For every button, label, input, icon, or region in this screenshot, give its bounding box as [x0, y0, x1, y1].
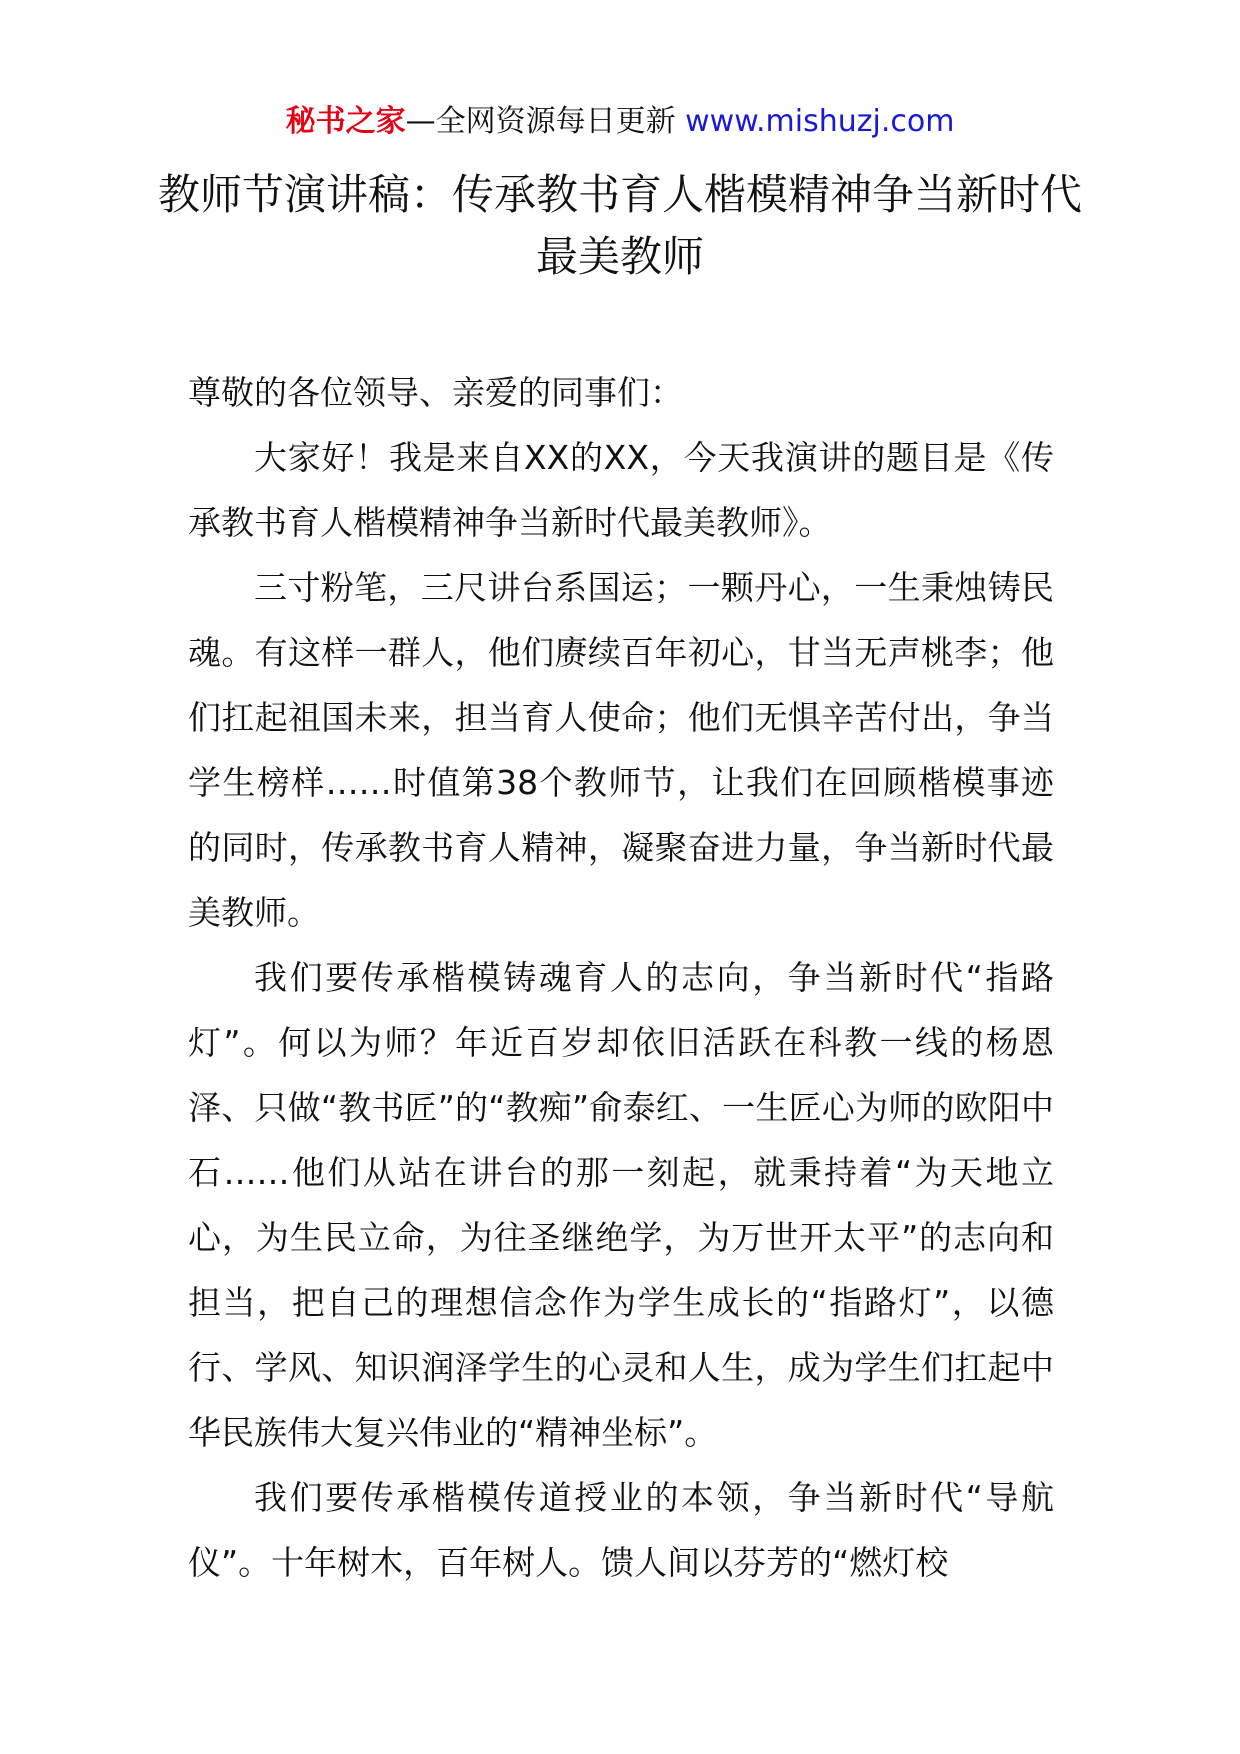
- document-title: 教师节演讲稿：传承教书育人楷模精神争当新时代最美教师: [157, 170, 1082, 281]
- body-paragraph: 大家好！我是来自XX的XX，今天我演讲的题目是《传承教书育人楷模精神争当新时代最美教师》。: [188, 438, 1054, 542]
- body-paragraph: 我们要传承楷模铸魂育人的志向，争当新时代“指路灯”。何以为师？年近百岁却依旧活跃在科教一线的杨恩泽、只做“教书匠”的“教痴”俞泰红、一生匠心为师的欧阳中石……他们从站在讲台的那一刻起，就秉持着“为天地立心，为生民立命，为往圣继绝学，为万世开太平”的志向和担当，把自己的理想信念作为学生成长的“指路灯”，以德行、学风、知识润泽学生的心灵和人生，成为学生们扛起中华民族伟大复兴伟业的“精神坐标”。: [188, 958, 1054, 1452]
- greeting-line: 尊敬的各位领导、亲爱的同事们：: [188, 373, 683, 412]
- site-banner: [0, 102, 1240, 142]
- document-body: [188, 360, 1054, 1595]
- brand-name: 秘书之家: [285, 104, 406, 139]
- site-url-link[interactable]: www.mishuzj.com: [685, 104, 955, 139]
- banner-slogan: —全网资源每日更新: [405, 104, 686, 139]
- body-paragraph: 我们要传承楷模传道授业的本领，争当新时代“导航仪”。十年树木，百年树人。馈人间以芬芳的“燃灯校: [188, 1478, 1054, 1582]
- body-paragraph: 三寸粉笔，三尺讲台系国运；一颗丹心，一生秉烛铸民魂。有这样一群人，他们赓续百年初心，甘当无声桃李；他们扛起祖国未来，担当育人使命；他们无惧辛苦付出，争当学生榜样……时值第38个教师节，让我们在回顾楷模事迹的同时，传承教书育人精神，凝聚奋进力量，争当新时代最美教师。: [188, 568, 1054, 932]
